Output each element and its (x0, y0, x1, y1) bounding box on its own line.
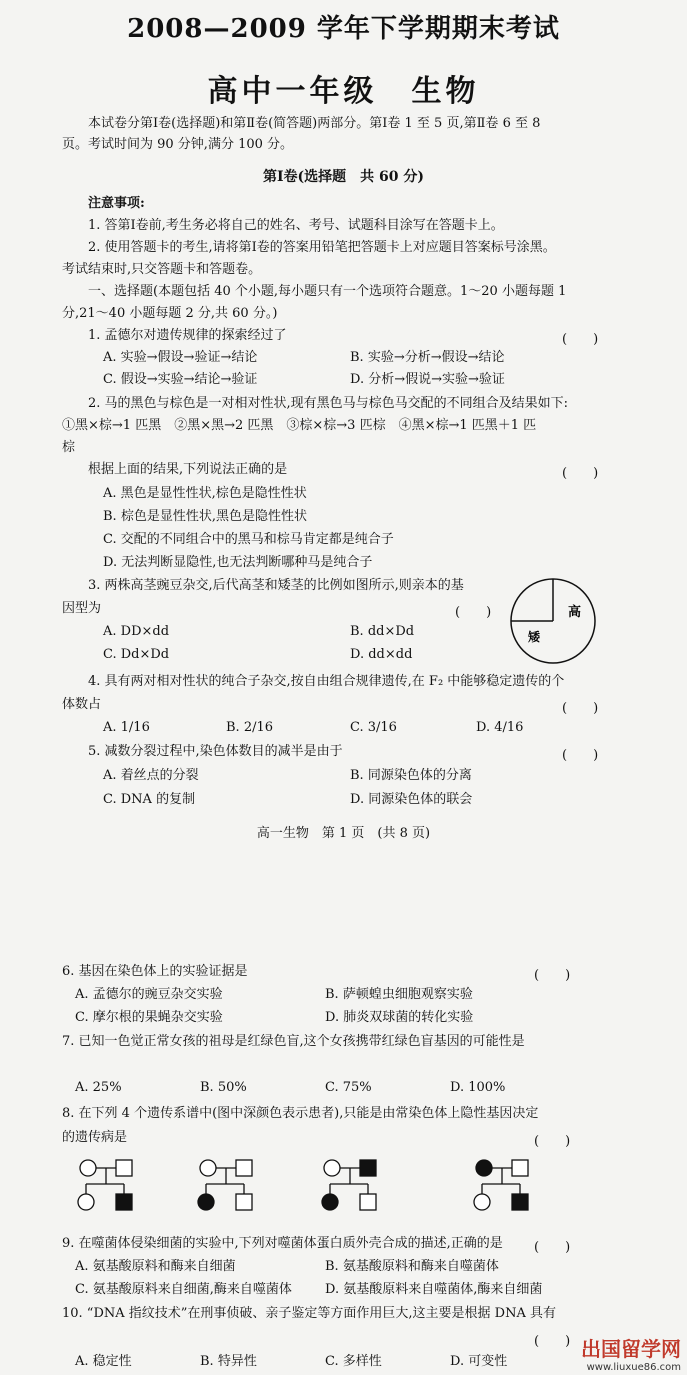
q2-stem: 2. 马的黑色与棕色是一对相对性状,现有黑色马与棕色马交配的不同组合及结果如下: (88, 396, 569, 411)
watermark-logo (581, 1333, 681, 1373)
pedigree-c (318, 1158, 398, 1218)
q10-option-c: C. 多样性 (325, 1354, 382, 1369)
q2-option-b: B. 棕色是显性性状,黑色是隐性性状 (103, 509, 307, 524)
q4-answer-blank: ( ) (562, 701, 599, 716)
q5-option-d: D. 同源染色体的联会 (350, 792, 473, 807)
q4-option-b: B. 2/16 (226, 720, 274, 735)
q6-option-c: C. 摩尔根的果蝇杂交实验 (75, 1010, 223, 1025)
exam-subtitle: 高中一年级 生物 (207, 74, 480, 109)
intro-line-2: 页。考试时间为 90 分钟,满分 100 分。 (62, 137, 294, 152)
section-title: 第Ⅰ卷(选择题 共 60 分) (262, 169, 425, 185)
q8-answer-blank: ( ) (534, 1134, 571, 1149)
q6-option-a: A. 孟德尔的豌豆杂交实验 (75, 987, 223, 1002)
q1-option-a: A. 实验→假设→验证→结论 (103, 350, 258, 365)
q2-option-d: D. 无法判断显隐性,也无法判断哪种马是纯合子 (103, 555, 373, 570)
part1-instructions-cont: 分,21～40 小题每题 2 分,共 60 分。) (62, 306, 278, 321)
q10-stem: 10. “DNA 指纹技术”在刑事侦破、亲子鉴定等方面作用巨大,这主要是根据 DNA 具有 (62, 1306, 557, 1321)
part1-instructions: 一、选择题(本题包括 40 个小题,每小题只有一个选项符合题意。1～20 小题每题 1 (88, 284, 567, 299)
page-footer: 高一生物 第 1 页 (共 8 页) (256, 826, 431, 841)
q10-answer-blank: ( ) (534, 1334, 571, 1349)
watermark-name: 出国留学网 (581, 1337, 681, 1361)
q9-option-a: A. 氨基酸原料和酶来自细菌 (75, 1259, 236, 1274)
q1-option-b: B. 实验→分析→假设→结论 (350, 350, 505, 365)
q6-option-d: D. 肺炎双球菌的转化实验 (325, 1010, 474, 1025)
q5-option-c: C. DNA 的复制 (103, 792, 196, 807)
q3-stem: 3. 两株高茎豌豆杂交,后代高茎和矮茎的比例如图所示,则亲本的基 (88, 578, 464, 593)
pedigree-a (74, 1158, 154, 1218)
q4-stem-cont: 体数占 (62, 697, 102, 712)
q4-option-d: D. 4/16 (476, 720, 524, 735)
q3-ratio-pie (508, 576, 598, 666)
q9-option-b: B. 氨基酸原料和酶来自噬菌体 (325, 1259, 499, 1274)
pedigree-b (194, 1158, 274, 1218)
q6-answer-blank: ( ) (534, 968, 571, 983)
q3-stem-cont: 因型为 (62, 601, 102, 616)
q9-answer-blank: ( ) (534, 1240, 571, 1255)
q1-answer-blank: ( ) (562, 332, 599, 347)
q2-crosses: ①黑×棕→1 匹黑 ②黑×黑→2 匹黑 ③棕×棕→3 匹棕 ④黑×棕→1 匹黑＋1 匹 (62, 418, 537, 433)
q10-option-a: A. 稳定性 (75, 1354, 132, 1369)
q3-option-a: A. DD×dd (103, 624, 170, 639)
q7-option-b: B. 50% (200, 1080, 247, 1095)
watermark-url: www.liuxue86.com (586, 1362, 681, 1373)
q4-option-a: A. 1/16 (103, 720, 150, 735)
q4-option-c: C. 3/16 (350, 720, 397, 735)
q3-answer-blank: ( ) (455, 605, 492, 620)
q8-stem: 8. 在下列 4 个遗传系谱中(图中深颜色表示患者),只能是由常染色体上隐性基因决定 (62, 1106, 539, 1121)
q5-stem: 5. 减数分裂过程中,染色体数目的减半是由于 (88, 744, 343, 759)
note-1: 1. 答第Ⅰ卷前,考生务必将自己的姓名、考号、试题科目涂写在答题卡上。 (88, 218, 504, 233)
q7-option-d: D. 100% (450, 1080, 506, 1095)
q2-option-a: A. 黑色是显性性状,棕色是隐性性状 (103, 486, 307, 501)
q2-crosses-cont: 棕 (62, 440, 76, 455)
q8-stem-cont: 的遗传病是 (62, 1130, 128, 1145)
q2-answer-blank: ( ) (562, 466, 599, 481)
note-2: 2. 使用答题卡的考生,请将第Ⅰ卷的答案用铅笔把答题卡上对应题目答案标号涂黑。 (88, 240, 556, 255)
q7-stem: 7. 已知一色觉正常女孩的祖母是红绿色盲,这个女孩携带红绿色盲基因的可能性是 (62, 1034, 525, 1049)
q10-option-b: B. 特异性 (200, 1354, 257, 1369)
notes-heading: 注意事项: (88, 196, 145, 211)
q2-question: 根据上面的结果,下列说法正确的是 (88, 462, 288, 477)
q9-stem: 9. 在噬菌体侵染细菌的实验中,下列对噬菌体蛋白质外壳合成的描述,正确的是 (62, 1236, 503, 1251)
pie-label-short: 矮 (528, 630, 541, 644)
q3-option-d: D. dd×dd (350, 647, 413, 662)
exam-title: 2008—2009 学年下学期期末考试 (127, 14, 560, 44)
note-2-cont: 考试结束时,只交答题卡和答题卷。 (62, 262, 262, 277)
q3-option-b: B. dd×Dd (350, 624, 415, 639)
q6-option-b: B. 萨顿蝗虫细胞观察实验 (325, 987, 473, 1002)
q10-option-d: D. 可变性 (450, 1354, 508, 1369)
q5-option-b: B. 同源染色体的分离 (350, 768, 472, 783)
pie-label-tall: 高 (568, 605, 582, 620)
q7-option-c: C. 75% (325, 1080, 372, 1095)
q6-stem: 6. 基因在染色体上的实验证据是 (62, 964, 248, 979)
q5-answer-blank: ( ) (562, 748, 599, 763)
q7-option-a: A. 25% (75, 1080, 122, 1095)
q1-stem: 1. 孟德尔对遗传规律的探索经过了 (88, 328, 287, 343)
intro-line-1: 本试卷分第Ⅰ卷(选择题)和第Ⅱ卷(简答题)两部分。第Ⅰ卷 1 至 5 页,第Ⅱ卷 6 至 8 (88, 116, 541, 131)
q5-option-a: A. 着丝点的分裂 (103, 768, 199, 783)
q9-option-d: D. 氨基酸原料来自噬菌体,酶来自细菌 (325, 1282, 543, 1297)
q4-stem: 4. 具有两对相对性状的纯合子杂交,按自由组合规律遗传,在 F₂ 中能够稳定遗传的个 (88, 674, 565, 689)
pedigree-d (470, 1158, 550, 1218)
q1-option-c: C. 假设→实验→结论→验证 (103, 372, 258, 387)
q1-option-d: D. 分析→假说→实验→验证 (350, 372, 505, 387)
q9-option-c: C. 氨基酸原料来自细菌,酶来自噬菌体 (75, 1282, 292, 1297)
q3-option-c: C. Dd×Dd (103, 647, 170, 662)
q2-option-c: C. 交配的不同组合中的黑马和棕马肯定都是纯合子 (103, 532, 394, 547)
